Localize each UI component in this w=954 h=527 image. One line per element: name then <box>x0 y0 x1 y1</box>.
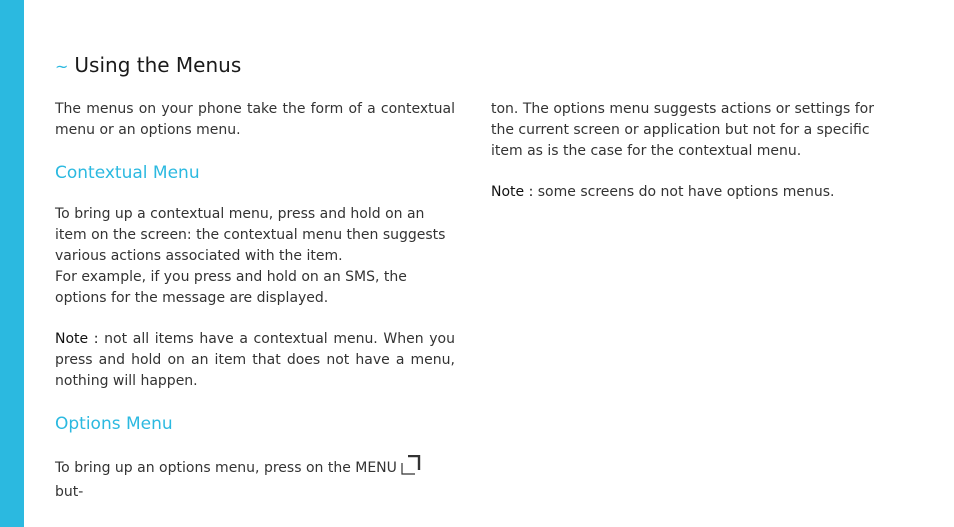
right-column <box>491 99 891 203</box>
options-text-before-icon: To bring up an options menu, press on the MENU <box>55 460 397 476</box>
menu-key-icon <box>401 455 423 482</box>
contextual-example-paragraph: For example, if you press and hold on an SMS, the options for the message are displayed. <box>55 269 407 306</box>
options-continuation-paragraph: ton. The options menu suggests actions or settings for the current screen or application but not for a specific item as is the case for the contextual menu. <box>491 101 874 159</box>
options-note-paragraph <box>491 182 891 203</box>
options-text-after-icon: but- <box>55 484 84 500</box>
title-tilde: ~ <box>55 57 69 76</box>
side-color-bar <box>0 0 24 527</box>
options-menu-paragraph <box>55 455 455 503</box>
note-text: some screens do not have options menus. <box>533 184 835 200</box>
options-menu-heading: Options Menu <box>55 414 173 434</box>
contextual-note-paragraph <box>55 329 455 392</box>
contextual-menu-paragraph: To bring up a contextual menu, press and hold on an item on the screen: the contextual menu then suggests various actions associated with the item. <box>55 206 446 264</box>
page-title <box>55 53 241 77</box>
left-column <box>55 99 455 503</box>
contextual-menu-heading: Contextual Menu <box>55 163 200 183</box>
note-label: Note : <box>491 184 534 200</box>
note-text: not all items have a contextual menu. When you press and hold on an item that does not have a menu, nothing will happen. <box>55 331 455 389</box>
intro-paragraph: The menus on your phone take the form of a contextual menu or an options menu. <box>55 101 455 138</box>
title-text: Using the Menus <box>74 53 242 77</box>
note-label: Note : <box>55 331 99 347</box>
